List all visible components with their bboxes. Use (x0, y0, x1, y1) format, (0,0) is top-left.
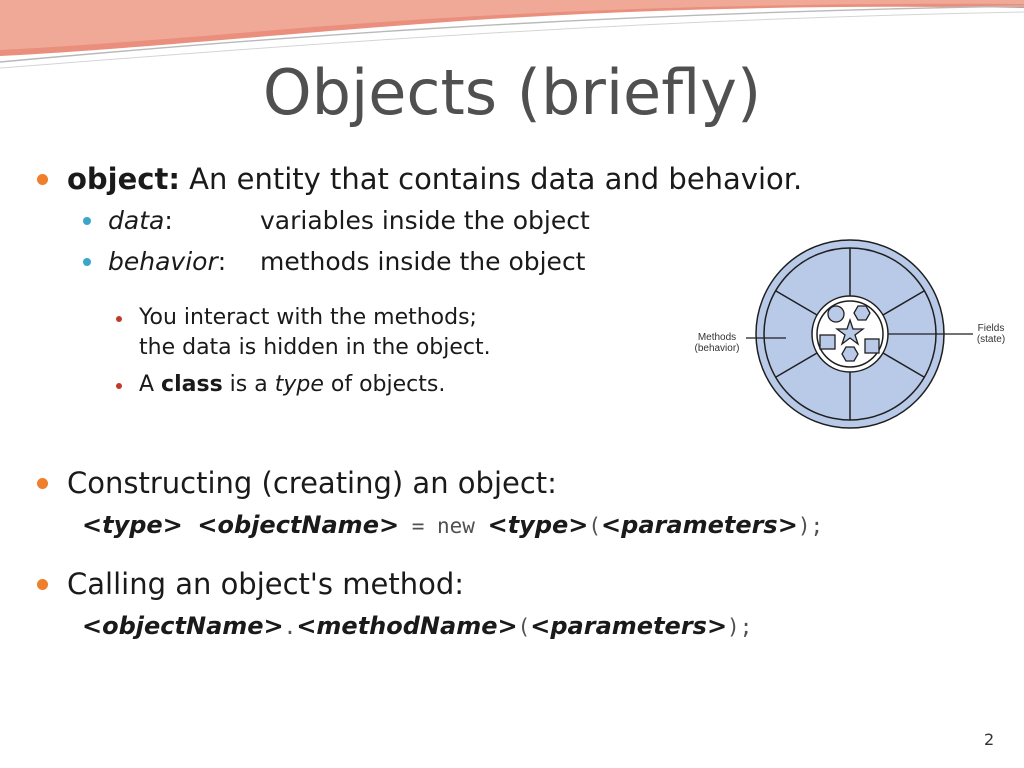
term-data: data (108, 206, 165, 235)
bullet-dot (83, 258, 91, 266)
bullet-interact-line2: the data is hidden in the object. (139, 335, 491, 360)
bullet-interact-line1: You interact with the methods; (139, 305, 477, 330)
circle-shape-icon (828, 306, 844, 322)
bullet-data: data: (108, 206, 173, 235)
bullet-dot (116, 383, 122, 389)
square-shape-icon (865, 339, 879, 353)
bullet-calling-method: Calling an object's method: (67, 567, 464, 601)
bullet-constructing: Constructing (creating) an object: (67, 466, 557, 500)
term-behavior: behavior (108, 247, 218, 276)
object-diagram (688, 236, 1018, 436)
hexagon-shape-icon (854, 306, 870, 320)
bullet-dot (116, 316, 122, 322)
bullet-dot (83, 217, 91, 225)
term-class: class (161, 372, 223, 397)
square-shape-icon (820, 335, 835, 349)
bullet-class: A class is a type of objects. (139, 372, 446, 397)
bullet-dot (37, 579, 48, 590)
bullet-behavior: behavior: (108, 247, 227, 276)
constructor-syntax: <type> <objectName> = new <type>(<parameters>); (82, 511, 824, 539)
state-label: (state) (976, 334, 1006, 345)
behavior-label: (behavior) (694, 343, 740, 354)
bullet-dot (37, 174, 48, 185)
definition-text: An entity that contains data and behavior. (179, 162, 803, 196)
hexagon-shape-icon (842, 347, 858, 361)
bullet-object-definition (67, 161, 802, 197)
data-description: variables inside the object (260, 206, 590, 235)
term-type: type (274, 372, 324, 397)
term-object: object: (67, 162, 180, 196)
method-call-syntax: <objectName>.<methodName>(<parameters>); (82, 612, 753, 640)
fields-label: Fields (977, 323, 1005, 334)
bullet-dot (37, 478, 48, 489)
slide-title: Objects (briefly) (262, 56, 762, 129)
behavior-description: methods inside the object (260, 247, 586, 276)
page-number: 2 (984, 730, 995, 749)
methods-label: Methods (697, 332, 737, 343)
